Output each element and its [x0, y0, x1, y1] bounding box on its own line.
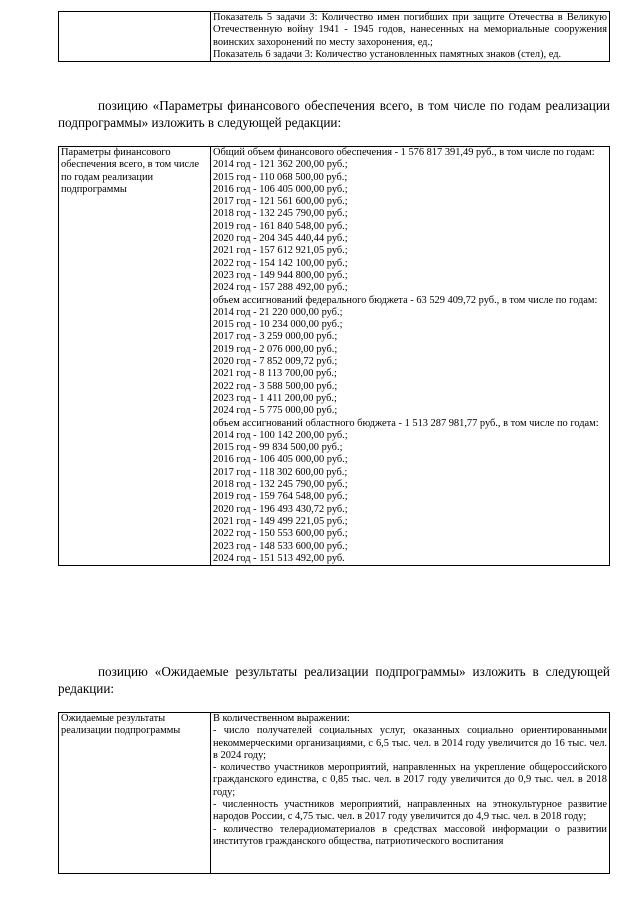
- table-row: [59, 12, 610, 62]
- finance-line: 2020 год - 204 345 440,44 руб.;: [213, 233, 348, 245]
- finance-line: Общий объем финансового обеспечения - 1 576 817 391,49 руб., в том числе по годам:: [213, 147, 595, 158]
- finance-line: 2015 год - 10 234 000,00 руб.;: [213, 319, 343, 331]
- finance-line: объем ассигнований федерального бюджета - 63 529 409,72 руб., в том числе по годам:: [213, 294, 598, 306]
- finance-line: 2017 год - 121 561 600,00 руб.;: [213, 196, 348, 208]
- finance-line: 2024 год - 157 288 492,00 руб.;: [213, 282, 348, 294]
- finance-values-cell: [211, 147, 610, 566]
- finance-line: 2024 год - 151 513 492,00 руб.: [213, 552, 345, 564]
- finance-line: 2021 год - 8 113 700,00 руб.;: [213, 368, 337, 380]
- result-item-1: - число получателей социальных услуг, оказанных социально ориентированными некоммерческими организациями, с 6,5 тыс. чел. в 2014 году увеличится до 16 тыс. чел. в 2024 году;: [213, 725, 607, 761]
- table-row: [59, 713, 610, 874]
- results-values-cell: [211, 713, 610, 874]
- finance-line: 2020 год - 7 852 009,72 руб.;: [213, 356, 338, 368]
- finance-line: 2019 год - 2 076 000,00 руб.;: [213, 343, 338, 355]
- finance-line: 2019 год - 159 764 548,00 руб.;: [213, 491, 348, 503]
- finance-line: 2014 год - 21 220 000,00 руб.;: [213, 306, 343, 318]
- paragraph-results-intro: позицию «Ожидаемые результаты реализации подпрограммы» изложить в следующей редакции:: [58, 664, 610, 696]
- paragraph-finance-intro: позицию «Параметры финансового обеспечения всего, в том числе по годам реализации подпрограммы» изложить в следующей редакции:: [58, 98, 610, 130]
- finance-line: 2017 год - 118 302 600,00 руб.;: [213, 466, 348, 478]
- indicators-cell: [211, 12, 610, 62]
- label-cell: [59, 12, 211, 62]
- result-item-4: - количество телерадиоматериалов в средствах массовой информации о развитии институтов гражданского общества, патриотического воспитания: [213, 823, 607, 847]
- finance-line: 2022 год - 154 142 100,00 руб.;: [213, 257, 348, 269]
- finance-line: 2024 год - 5 775 000,00 руб.;: [213, 405, 338, 417]
- finance-line: 2016 год - 106 405 000,00 руб.;: [213, 183, 348, 195]
- indicator-5: Показатель 5 задачи 3: Количество имен погибших при защите Отечества в Великую Отечественную войну 1941 - 1945 годов, нанесенных на мемориальные сооружения воинских захоронений по месту захоронения, ед.;: [213, 12, 607, 48]
- finance-line: 2022 год - 150 553 600,00 руб.;: [213, 528, 348, 540]
- finance-line: 2017 год - 3 259 000,00 руб.;: [213, 331, 338, 343]
- results-label-cell: Ожидаемые результаты реализации подпрограммы: [59, 713, 211, 874]
- finance-line: 2023 год - 1 411 200,00 руб.;: [213, 392, 337, 404]
- indicator-6: Показатель 6 задачи 3: Количество установленных памятных знаков (стел), ед.: [213, 48, 562, 60]
- finance-line: 2018 год - 132 245 790,00 руб.;: [213, 479, 348, 491]
- finance-line: 2021 год - 149 499 221,05 руб.;: [213, 515, 348, 527]
- indicators-table-continuation: [58, 11, 610, 62]
- finance-table: [58, 146, 610, 566]
- finance-label-cell: Параметры финансового обеспечения всего, в том числе по годам реализации подпрограммы: [59, 147, 211, 566]
- finance-line: 2015 год - 99 834 500,00 руб.;: [213, 442, 343, 454]
- results-table: [58, 712, 610, 874]
- result-item-3: - численность участников мероприятий, направленных на этнокультурное развитие народов России, с 4,75 тыс. чел. в 2017 году увеличится до 4,9 тыс. чел. в 2018 году;: [213, 799, 607, 823]
- finance-line: 2016 год - 106 405 000,00 руб.;: [213, 454, 348, 466]
- finance-line: 2019 год - 161 840 548,00 руб.;: [213, 220, 348, 232]
- finance-line: 2023 год - 149 944 800,00 руб.;: [213, 269, 348, 281]
- finance-line: 2022 год - 3 588 500,00 руб.;: [213, 380, 338, 392]
- finance-line: 2014 год - 121 362 200,00 руб.;: [213, 159, 348, 171]
- result-item-2: - количество участников мероприятий, направленных на укрепление общероссийского гражданского единства, с 0,85 тыс. чел. в 2017 году увеличится до 0,9 тыс. чел. в 2018 году;: [213, 762, 607, 798]
- finance-line: 2018 год - 132 245 790,00 руб.;: [213, 208, 348, 220]
- finance-line: объем ассигнований областного бюджета - 1 513 287 981,77 руб., в том числе по годам:: [213, 417, 599, 429]
- finance-line: 2023 год - 148 533 600,00 руб.;: [213, 540, 348, 552]
- results-content: [213, 713, 607, 873]
- results-intro: В количественном выражении:: [213, 713, 350, 724]
- finance-line: 2021 год - 157 612 921,05 руб.;: [213, 245, 348, 257]
- finance-line: 2020 год - 196 493 430,72 руб.;: [213, 503, 348, 515]
- finance-line: 2014 год - 100 142 200,00 руб.;: [213, 429, 348, 441]
- table-row: [59, 147, 610, 566]
- finance-line: 2015 год - 110 068 500,00 руб.;: [213, 171, 348, 183]
